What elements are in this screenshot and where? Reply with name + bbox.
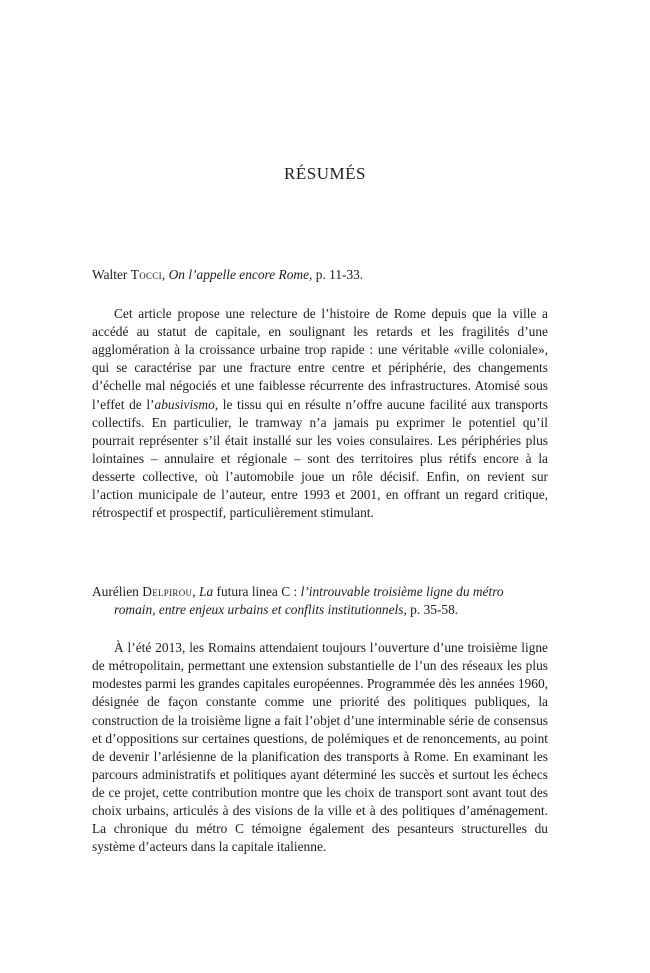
author-first-name: Aurélien	[92, 584, 139, 599]
article-title-italic: La	[199, 584, 214, 599]
bibliographic-reference	[92, 583, 548, 619]
separator: ,	[192, 584, 199, 599]
title-colon: :	[290, 584, 301, 599]
abstract-text: , le tissu qui en résulte n’offre aucune facilité aux transports collectifs. En particulier, le tramway n’a jamais pu exprimer le potentiel qu’il pourrait représenter s’il était installé sur les voies consulaires. Les périphéries plus lointaines – annulaire et régionale – sont des territoires plus rétifs encore à la desserte collective, où l’automobile joue un rôle décisif. Enfin, on revient sur l’action municipale de l’auteur, entre 1993 et 2001, en offrant un regard critique, rétrospectif et prospectif, particulièrement stimulant.	[92, 396, 548, 521]
bibliographic-reference	[92, 266, 548, 284]
author-last-name: Delpirou	[142, 584, 193, 599]
abstract-text: Cet article propose une relecture de l’histoire de Rome depuis que la ville a accédé au statut de capitale, en soulignant les retards et les fragilités d’une agglomération à la croissance urbaine trop rapide : une véritable «ville coloniale», qui se caractérise par une fracture entre centre et périphérie, des changements d’échelle mal négociés et une faiblesse récurrente des infrastructures. Atomisé sous l’effet de l’	[92, 306, 548, 412]
separator: ,	[161, 267, 169, 282]
article-subtitle: l’introuvable troisième ligne du métro romain, entre enjeux urbains et conflits institutionnels	[114, 584, 504, 618]
summary-entry	[92, 583, 548, 856]
abstract-paragraph	[92, 305, 548, 522]
author-last-name: Tocci	[130, 267, 162, 282]
page-title: RÉSUMÉS	[284, 164, 366, 183]
page-range: , p. 11-33.	[309, 267, 364, 282]
summary-entry	[92, 266, 548, 522]
article-title: On l’appelle encore Rome	[168, 267, 310, 282]
abstract-paragraph: À l’été 2013, les Romains attendaient toujours l’ouverture d’une troisième ligne de métropolitain, permettant une extension substantielle de l’un des réseaux les plus modestes parmi les grandes capitales européennes. Programmée dès les années 1960, désignée de façon constante comme une priorité des politiques publiques, la construction de la troisième ligne a fait l’objet d’une interminable série de consensus et d’oppositions sur certaines questions, de polémiques et de renoncements, au point de devenir l’arlésienne de la planification des transports à Rome. En examinant les parcours administratifs et politiques ayant déterminé les succès et surtout les échecs de ce projet, cette contribution montre que les choix de transport sont avant tout des choix urbains, articulés à des visions de la ville et à des politiques d’aménagement. La chronique du métro C témoigne également des pesanteurs structurelles du système d’acteurs dans la capitale italienne.	[92, 640, 548, 855]
author-first-name: Walter	[92, 267, 128, 282]
abstract-italic-term: abusivismo	[154, 396, 215, 412]
article-title-roman: futura linea C	[213, 584, 291, 599]
page-range: , p. 35-58.	[403, 602, 459, 618]
